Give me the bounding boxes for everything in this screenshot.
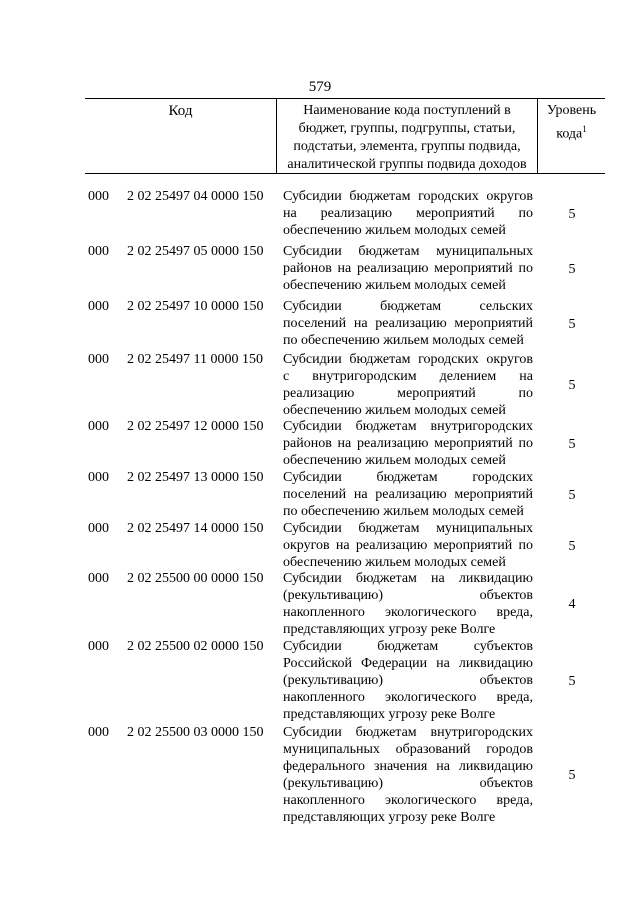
row-income-code: 2 02 25497 11 0000 150 <box>127 352 263 367</box>
row-description-line: Российской Федерации на ликвидацию <box>283 656 533 671</box>
row-level: 5 <box>568 437 576 452</box>
row-description-line: представляющих угрозу реке Волге <box>283 622 496 637</box>
row-level: 5 <box>568 207 576 222</box>
row-description-line: обеспечению жильем молодых семей <box>283 223 506 238</box>
row-description-line: федерального значения на ликвидацию <box>283 759 533 774</box>
row-description-line: представляющих угрозу реке Волге <box>283 810 496 825</box>
header-name-line: аналитической группы подвида доходов <box>287 157 527 172</box>
row-description-line: поселений на реализацию мероприятий <box>283 316 533 331</box>
row-description-line: (рекультивацию) объектов <box>283 588 533 603</box>
row-description-line: на реализацию мероприятий по <box>283 206 533 221</box>
row-description-line: поселений на реализацию мероприятий <box>283 487 533 502</box>
row-admin-code: 000 <box>88 521 109 536</box>
table-row <box>0 351 640 419</box>
row-description-line: Субсидии бюджетам городских <box>283 470 533 485</box>
row-description-line: районов на реализацию мероприятий по <box>283 436 533 451</box>
row-description <box>283 570 533 638</box>
header-level-word: кода <box>556 126 583 142</box>
row-income-code: 2 02 25497 14 0000 150 <box>127 521 264 536</box>
header-name-line: бюджет, группы, подгруппы, статьи, <box>298 121 516 136</box>
row-description-line: Субсидии бюджетам муниципальных <box>283 244 533 259</box>
row-description-line: Субсидии бюджетам муниципальных <box>283 521 533 536</box>
row-admin-code: 000 <box>88 639 109 654</box>
row-level: 5 <box>568 674 576 689</box>
row-admin-code: 000 <box>88 299 109 314</box>
header-code: Код <box>85 99 277 173</box>
table-row <box>0 469 640 520</box>
row-description <box>283 520 533 571</box>
row-admin-code: 000 <box>88 419 109 434</box>
row-description-line: (рекультивацию) объектов <box>283 673 533 688</box>
table-row <box>0 570 640 638</box>
header-name-line: подстатьи, элемента, группы подвида, <box>293 139 521 154</box>
row-admin-code: 000 <box>88 571 109 586</box>
row-income-code: 2 02 25497 04 0000 150 <box>127 189 264 204</box>
row-description-line: Субсидии бюджетам городских округов <box>283 352 533 367</box>
header-level-footnote: 1 <box>582 124 587 134</box>
header-name-line: Наименование кода поступлений в <box>303 103 511 118</box>
row-level: 5 <box>568 262 576 277</box>
row-description-line: накопленного экологического вреда, <box>283 793 533 808</box>
row-level: 5 <box>568 768 576 783</box>
row-income-code: 2 02 25497 05 0000 150 <box>127 244 264 259</box>
row-description-line: районов на реализацию мероприятий по <box>283 261 533 276</box>
row-description-line: представляющих угрозу реке Волге <box>283 707 496 722</box>
row-description-line: накопленного экологического вреда, <box>283 690 533 705</box>
row-admin-code: 000 <box>88 725 109 740</box>
table-row <box>0 520 640 571</box>
row-description <box>283 188 533 239</box>
row-description <box>283 638 533 723</box>
row-description-line: обеспечению жильем молодых семей <box>283 278 506 293</box>
header-level-line: Уровень <box>546 103 597 118</box>
row-income-code: 2 02 25497 10 0000 150 <box>127 299 264 314</box>
row-level: 5 <box>568 539 576 554</box>
row-admin-code: 000 <box>88 352 109 367</box>
row-description-line: муниципальных образований городов <box>283 742 533 757</box>
row-description-line: Субсидии бюджетам на ликвидацию <box>283 571 533 586</box>
row-description-line: Субсидии бюджетам внутригородских <box>283 725 533 740</box>
row-description-line: обеспечению жильем молодых семей <box>283 403 506 418</box>
table-row <box>0 298 640 349</box>
row-income-code: 2 02 25497 13 0000 150 <box>127 470 264 485</box>
row-income-code: 2 02 25500 00 0000 150 <box>127 571 264 586</box>
row-description-line: реализацию мероприятий по <box>283 386 533 401</box>
row-admin-code: 000 <box>88 189 109 204</box>
header-name <box>278 99 536 173</box>
table-row <box>0 418 640 469</box>
row-description-line: обеспечению жильем молодых семей <box>283 555 506 570</box>
header-level <box>537 99 605 173</box>
row-admin-code: 000 <box>88 470 109 485</box>
row-description <box>283 724 533 826</box>
row-description <box>283 418 533 469</box>
row-level: 5 <box>568 317 576 332</box>
row-description <box>283 351 533 419</box>
row-description-line: с внутригородским делением на <box>283 369 533 384</box>
row-description-line: округов на реализацию мероприятий по <box>283 538 533 553</box>
row-level: 5 <box>568 378 576 393</box>
row-description-line: Субсидии бюджетам сельских <box>283 299 533 314</box>
row-income-code: 2 02 25497 12 0000 150 <box>127 419 264 434</box>
row-income-code: 2 02 25500 03 0000 150 <box>127 725 264 740</box>
row-description-line: (рекультивацию) объектов <box>283 776 533 791</box>
table-header <box>85 98 605 174</box>
table-row <box>0 638 640 723</box>
table-row <box>0 243 640 294</box>
row-admin-code: 000 <box>88 244 109 259</box>
row-description-line: Субсидии бюджетам субъектов <box>283 639 533 654</box>
row-description-line: накопленного экологического вреда, <box>283 605 533 620</box>
header-level-line <box>538 120 605 144</box>
table-row <box>0 188 640 239</box>
row-description-line: обеспечению жильем молодых семей <box>283 453 506 468</box>
row-description-line: Субсидии бюджетам внутригородских <box>283 419 533 434</box>
row-level: 4 <box>568 597 576 612</box>
row-level: 5 <box>568 488 576 503</box>
row-description <box>283 469 533 520</box>
row-description <box>283 243 533 294</box>
row-income-code: 2 02 25500 02 0000 150 <box>127 639 264 654</box>
row-description <box>283 298 533 349</box>
row-description-line: Субсидии бюджетам городских округов <box>283 189 533 204</box>
table-row <box>0 724 640 826</box>
page-number: 579 <box>308 79 332 95</box>
row-description-line: по обеспечению жильем молодых семей <box>283 333 524 348</box>
row-description-line: по обеспечению жильем молодых семей <box>283 504 524 519</box>
